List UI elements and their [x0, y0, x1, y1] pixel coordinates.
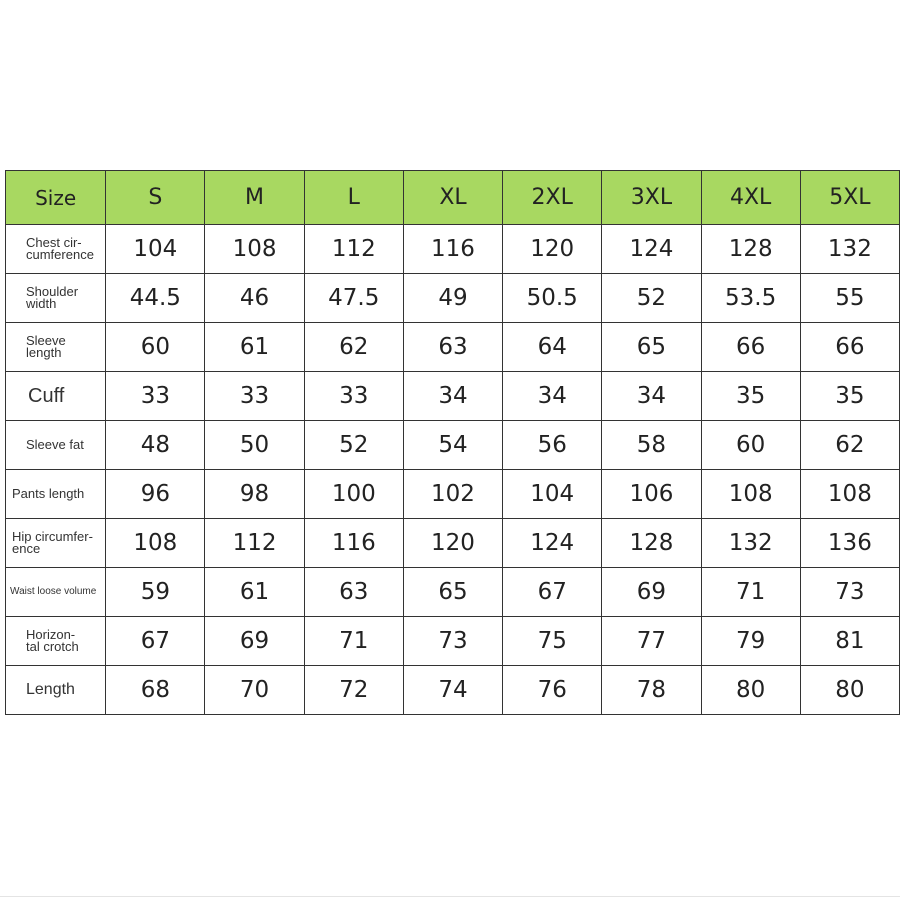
- measurement-cell: 66: [800, 323, 899, 372]
- measurement-cell: 106: [602, 470, 701, 519]
- measurement-cell: 35: [800, 372, 899, 421]
- row-label: [6, 666, 106, 715]
- measurement-cell: 128: [701, 225, 800, 274]
- measurement-cell: 34: [503, 372, 602, 421]
- measurement-cell: 35: [701, 372, 800, 421]
- row-label: [6, 225, 106, 274]
- row-label-text: Length: [26, 681, 75, 698]
- measurement-cell: 63: [403, 323, 502, 372]
- measurement-cell: 62: [304, 323, 403, 372]
- row-label: [6, 519, 106, 568]
- measurement-cell: 50: [205, 421, 304, 470]
- measurement-cell: 80: [701, 666, 800, 715]
- row-label-text: Cuff: [28, 385, 65, 407]
- measurement-cell: 50.5: [503, 274, 602, 323]
- row-label-text: Hip circumfer- ence: [12, 529, 93, 556]
- measurement-cell: 63: [304, 568, 403, 617]
- row-label-text: Chest cir- cumference: [26, 235, 94, 262]
- row-label-text: Horizon- tal crotch: [26, 627, 79, 654]
- measurement-cell: 96: [106, 470, 205, 519]
- measurement-cell: 44.5: [106, 274, 205, 323]
- measurement-cell: 136: [800, 519, 899, 568]
- measurement-cell: 132: [701, 519, 800, 568]
- measurement-cell: 79: [701, 617, 800, 666]
- measurement-cell: 75: [503, 617, 602, 666]
- measurement-cell: 104: [106, 225, 205, 274]
- measurement-cell: 54: [403, 421, 502, 470]
- table-row: [6, 372, 900, 421]
- measurement-cell: 77: [602, 617, 701, 666]
- measurement-cell: 73: [403, 617, 502, 666]
- size-header-cell: 2XL: [503, 171, 602, 225]
- size-chart-body: [6, 225, 900, 715]
- table-row: [6, 470, 900, 519]
- size-header-cell: 5XL: [800, 171, 899, 225]
- measurement-cell: 120: [403, 519, 502, 568]
- measurement-cell: 132: [800, 225, 899, 274]
- table-row: [6, 225, 900, 274]
- table-row: [6, 274, 900, 323]
- measurement-cell: 69: [205, 617, 304, 666]
- measurement-cell: 66: [701, 323, 800, 372]
- measurement-cell: 104: [503, 470, 602, 519]
- row-label-text: Sleeve length: [26, 333, 66, 360]
- measurement-cell: 46: [205, 274, 304, 323]
- measurement-cell: 33: [304, 372, 403, 421]
- measurement-cell: 71: [304, 617, 403, 666]
- measurement-cell: 100: [304, 470, 403, 519]
- measurement-cell: 71: [701, 568, 800, 617]
- row-label: [6, 372, 106, 421]
- measurement-cell: 72: [304, 666, 403, 715]
- measurement-cell: 120: [503, 225, 602, 274]
- measurement-cell: 108: [106, 519, 205, 568]
- divider: [0, 896, 900, 897]
- measurement-cell: 73: [800, 568, 899, 617]
- size-header-row: [6, 171, 900, 225]
- measurement-cell: 70: [205, 666, 304, 715]
- measurement-cell: 76: [503, 666, 602, 715]
- measurement-cell: 80: [800, 666, 899, 715]
- measurement-cell: 124: [503, 519, 602, 568]
- table-row: [6, 666, 900, 715]
- measurement-cell: 102: [403, 470, 502, 519]
- measurement-cell: 68: [106, 666, 205, 715]
- measurement-cell: 61: [205, 323, 304, 372]
- measurement-cell: 108: [701, 470, 800, 519]
- row-label-text: Waist loose volume: [10, 586, 97, 597]
- measurement-cell: 48: [106, 421, 205, 470]
- measurement-cell: 78: [602, 666, 701, 715]
- row-label: [6, 617, 106, 666]
- measurement-cell: 69: [602, 568, 701, 617]
- table-row: [6, 421, 900, 470]
- measurement-cell: 59: [106, 568, 205, 617]
- size-header-cell: S: [106, 171, 205, 225]
- measurement-cell: 33: [106, 372, 205, 421]
- measurement-cell: 112: [304, 225, 403, 274]
- measurement-cell: 34: [602, 372, 701, 421]
- measurement-cell: 116: [403, 225, 502, 274]
- row-label: [6, 470, 106, 519]
- row-label: [6, 421, 106, 470]
- measurement-cell: 47.5: [304, 274, 403, 323]
- size-header-label: Size: [6, 171, 106, 225]
- measurement-cell: 60: [701, 421, 800, 470]
- measurement-cell: 128: [602, 519, 701, 568]
- measurement-cell: 112: [205, 519, 304, 568]
- table-row: [6, 568, 900, 617]
- measurement-cell: 34: [403, 372, 502, 421]
- row-label-text: Sleeve fat: [26, 437, 84, 452]
- size-header-cell: 4XL: [701, 171, 800, 225]
- measurement-cell: 60: [106, 323, 205, 372]
- measurement-cell: 67: [503, 568, 602, 617]
- measurement-cell: 108: [205, 225, 304, 274]
- measurement-cell: 64: [503, 323, 602, 372]
- measurement-cell: 65: [403, 568, 502, 617]
- row-label: [6, 568, 106, 617]
- measurement-cell: 55: [800, 274, 899, 323]
- measurement-cell: 56: [503, 421, 602, 470]
- row-label-text: Shoulder width: [26, 284, 79, 311]
- measurement-cell: 81: [800, 617, 899, 666]
- measurement-cell: 61: [205, 568, 304, 617]
- size-chart-table: [5, 170, 900, 715]
- measurement-cell: 58: [602, 421, 701, 470]
- measurement-cell: 67: [106, 617, 205, 666]
- table-row: [6, 617, 900, 666]
- row-label-text: Pants length: [12, 486, 85, 501]
- size-header-cell: L: [304, 171, 403, 225]
- measurement-cell: 124: [602, 225, 701, 274]
- table-row: [6, 519, 900, 568]
- size-header-cell: XL: [403, 171, 502, 225]
- measurement-cell: 116: [304, 519, 403, 568]
- measurement-cell: 53.5: [701, 274, 800, 323]
- measurement-cell: 52: [304, 421, 403, 470]
- measurement-cell: 49: [403, 274, 502, 323]
- measurement-cell: 74: [403, 666, 502, 715]
- measurement-cell: 33: [205, 372, 304, 421]
- row-label: [6, 323, 106, 372]
- size-header-cell: 3XL: [602, 171, 701, 225]
- measurement-cell: 108: [800, 470, 899, 519]
- measurement-cell: 62: [800, 421, 899, 470]
- row-label: [6, 274, 106, 323]
- size-header-cell: M: [205, 171, 304, 225]
- measurement-cell: 98: [205, 470, 304, 519]
- table-row: [6, 323, 900, 372]
- measurement-cell: 52: [602, 274, 701, 323]
- measurement-cell: 65: [602, 323, 701, 372]
